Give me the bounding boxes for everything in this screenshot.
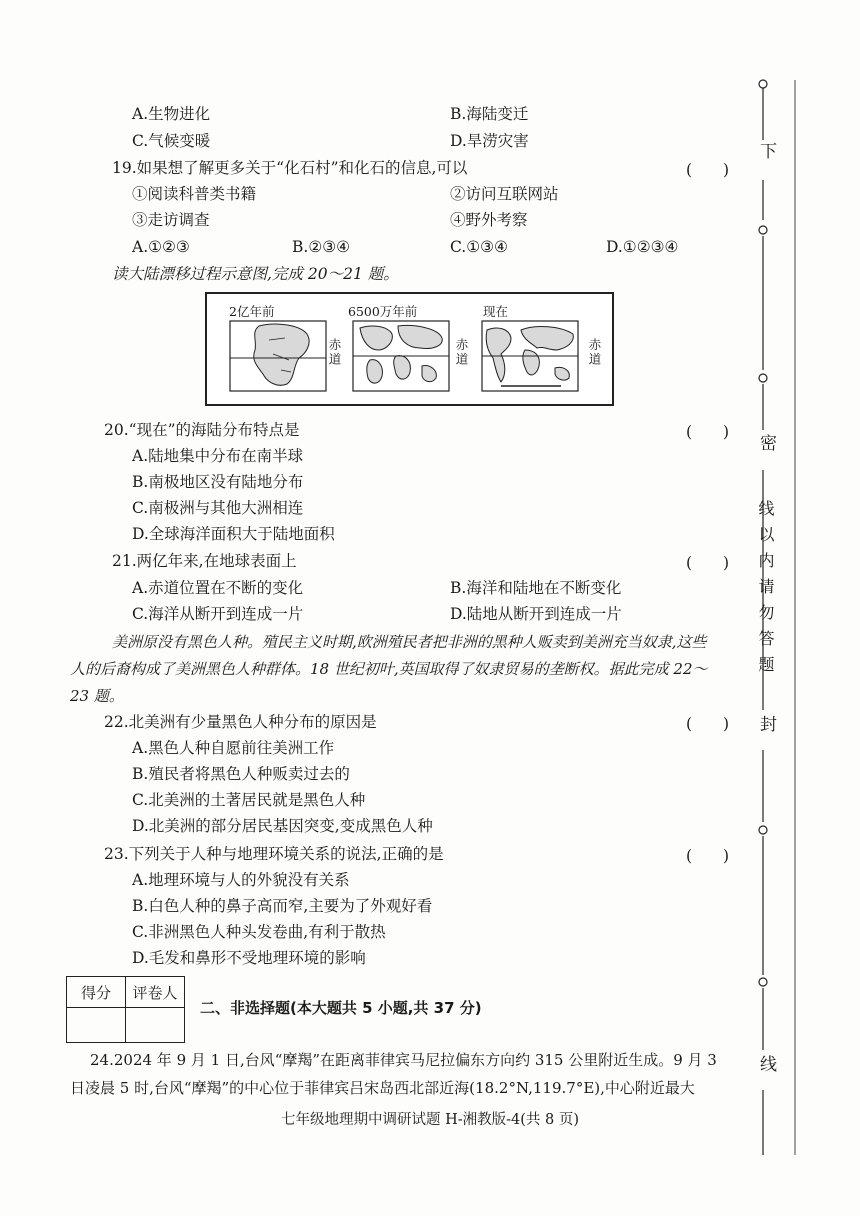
- q19-option-a: A.①②③: [132, 238, 190, 256]
- q24-line-1: 24.2024 年 9 月 1 日,台风“摩羯”在距离菲律宾马尼拉偏东方向约 315 公里附近生成。9 月 3: [90, 1051, 717, 1069]
- sidebar-char-top: 下: [756, 142, 776, 171]
- pangaea-map: [229, 320, 327, 392]
- score-table: [66, 976, 185, 1043]
- q23-stem: 23.下列关于人种与地理环境关系的说法,正确的是: [104, 845, 444, 863]
- q18-option-c: C.气候变暖: [132, 132, 211, 150]
- equator-label-2: 赤道: [454, 338, 469, 367]
- q21-option-a: A.赤道位置在不断的变化: [132, 579, 304, 597]
- passage-line-2: 人的后裔构成了美洲黑色人种群体。18 世纪初叶,英国取得了奴隶贸易的垄断权。据此完成 22～: [70, 660, 708, 678]
- q19-stem: 19.如果想了解更多关于“化石村”和化石的信息,可以: [112, 159, 468, 177]
- page-footer: 七年级地理期中调研试题 H-湘教版-4(共 8 页): [280, 1112, 580, 1128]
- q18-option-a: A.生物进化: [132, 105, 211, 123]
- cretaceous-map: [352, 320, 450, 392]
- passage-line-1: 美洲原没有黑色人种。殖民主义时期,欧洲殖民者把非洲的黑种人贩卖到美洲充当奴隶,这些: [112, 633, 707, 651]
- grader-header: 评卷人: [126, 977, 185, 1008]
- q20-answer-paren: ( ): [686, 423, 730, 441]
- panel-label-200mya: 2亿年前: [229, 304, 275, 319]
- q20-option-b: B.南极地区没有陆地分布: [132, 473, 304, 491]
- q19-item-3: ③走访调查: [132, 211, 210, 229]
- q19-option-c: C.①③④: [450, 238, 508, 256]
- panel-label-65mya: 6500万年前: [348, 304, 418, 319]
- q23-option-d: D.毛发和鼻形不受地理环境的影响: [132, 949, 366, 967]
- q22-option-a: A.黑色人种自愿前往美洲工作: [132, 739, 335, 757]
- q23-option-a: A.地理环境与人的外貌没有关系: [132, 871, 350, 889]
- q18-option-d: D.旱涝灾害: [450, 132, 529, 150]
- q20-option-c: C.南极洲与其他大洲相连: [132, 499, 304, 517]
- q23-answer-paren: ( ): [686, 847, 730, 865]
- q20-option-d: D.全球海洋面积大于陆地面积: [132, 525, 335, 543]
- q23-option-c: C.非洲黑色人种头发卷曲,有利于散热: [132, 923, 386, 941]
- figure-panel-65mya: [342, 294, 477, 404]
- section-2-title: 二、非选择题(本大题共 5 小题,共 37 分): [200, 999, 482, 1017]
- sidebar-char-seal: 封: [756, 715, 776, 744]
- score-header: 得分: [67, 977, 126, 1008]
- panel-label-present: 现在: [483, 304, 509, 319]
- q20-stem: 20.“现在”的海陆分布特点是: [104, 421, 300, 439]
- q22-option-b: B.殖民者将黑色人种贩卖过去的: [132, 765, 350, 783]
- sidebar-warning: 线以内请勿答题: [756, 500, 775, 682]
- sidebar-char-mid: 密: [756, 434, 776, 463]
- q19-option-d: D.①②③④: [606, 238, 679, 256]
- q19-item-1: ①阅读科普类书籍: [132, 185, 257, 203]
- q21-stem: 21.两亿年来,在地球表面上: [112, 552, 297, 570]
- q20-option-a: A.陆地集中分布在南半球: [132, 447, 304, 465]
- grader-cell[interactable]: [126, 1008, 185, 1043]
- sidebar-char-bottom: 线: [756, 1055, 776, 1084]
- q21-option-b: B.海洋和陆地在不断变化: [450, 579, 622, 597]
- q22-stem: 22.北美洲有少量黑色人种分布的原因是: [104, 713, 377, 731]
- q23-option-b: B.白色人种的鼻子高而窄,主要为了外观好看: [132, 897, 433, 915]
- q21-answer-paren: ( ): [686, 554, 730, 572]
- q18-option-b: B.海陆变迁: [450, 105, 529, 123]
- q22-option-c: C.北美洲的土著居民就是黑色人种: [132, 791, 366, 809]
- q21-option-d: D.陆地从断开到连成一片: [450, 605, 622, 623]
- q24-line-2: 日凌晨 5 时,台风“摩羯”的中心位于菲律宾吕宋岛西北部近海(18.2°N,119.7°E),中心附近最大: [70, 1079, 695, 1097]
- q19-item-2: ②访问互联网站: [450, 185, 559, 203]
- intro-20-21: 读大陆漂移过程示意图,完成 20～21 题。: [112, 265, 399, 283]
- passage-line-3: 23 题。: [70, 687, 124, 705]
- equator-label-3: 赤道: [587, 338, 602, 367]
- binding-line-sidebar: [745, 70, 805, 1160]
- q19-option-b: B.②③④: [292, 238, 351, 256]
- q19-answer-paren: ( ): [686, 161, 730, 179]
- figure-panel-200mya: [207, 294, 342, 404]
- continental-drift-figure: [205, 292, 614, 406]
- present-day-map: [481, 320, 579, 392]
- figure-panel-present: [477, 294, 612, 404]
- q22-answer-paren: ( ): [686, 715, 730, 733]
- q22-option-d: D.北美洲的部分居民基因突变,变成黑色人种: [132, 817, 433, 835]
- q21-option-c: C.海洋从断开到连成一片: [132, 605, 304, 623]
- score-cell[interactable]: [67, 1008, 126, 1043]
- equator-label-1: 赤道: [327, 338, 342, 367]
- q19-item-4: ④野外考察: [450, 211, 528, 229]
